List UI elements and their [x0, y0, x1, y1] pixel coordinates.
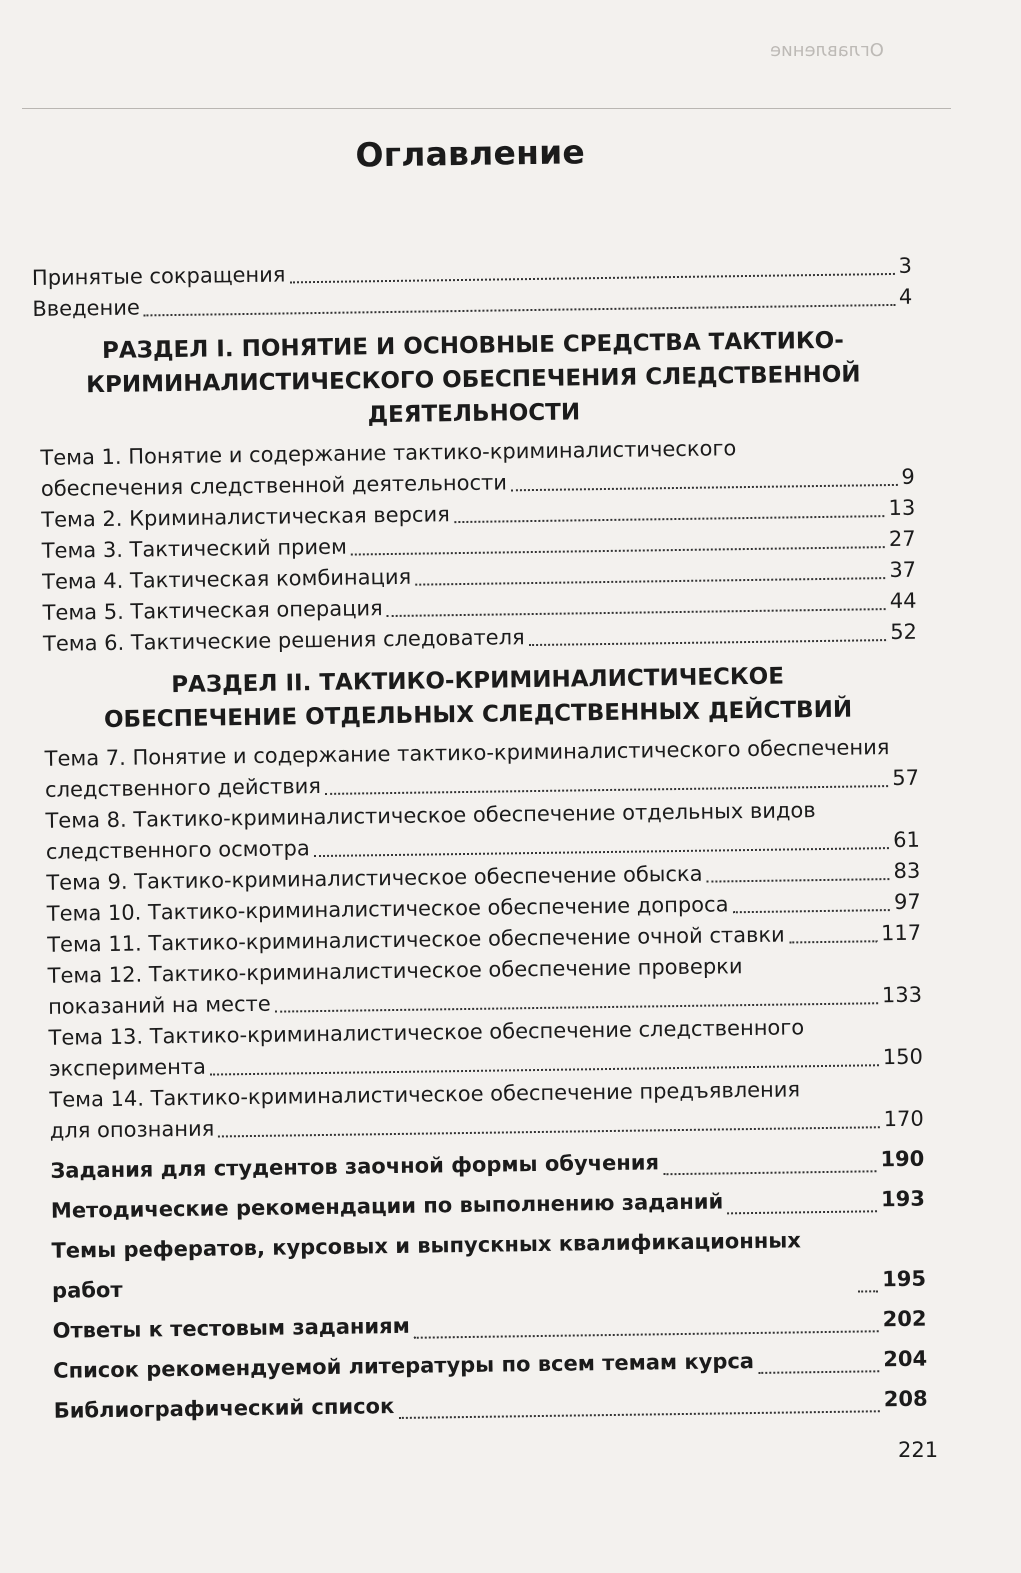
entry-label: Ответы к тестовым заданиям — [52, 1313, 410, 1343]
front-matter — [32, 251, 913, 325]
entry-page: 3 — [898, 253, 913, 278]
entry-label: Тема 6. Тактические решения следователя — [42, 625, 525, 656]
entry-page: 57 — [892, 765, 920, 791]
entry-page: 52 — [890, 619, 918, 645]
entry-label: Тема 3. Тактический прием — [41, 534, 347, 563]
section-heading: РАЗДЕЛ II. ТАКТИКО-КРИМИНАЛИСТИЧЕСКОЕ ОБЕСПЕЧЕНИЕ ОТДЕЛЬНЫХ СЛЕДСТВЕННЫХ ДЕЙСТВИЙ — [103, 663, 853, 734]
entry-page: 97 — [893, 889, 921, 915]
entry-label: Тема 10. Тактико-криминалистическое обеспечение допроса — [46, 892, 729, 926]
entry-label: Тема 11. Тактико-криминалистическое обеспечение очной ставки — [47, 922, 785, 957]
entry-label: Тема 14. Тактико-криминалистическое обеспечение предъявления — [49, 1077, 801, 1112]
leader-dots — [387, 608, 886, 617]
page-title: Оглавление — [355, 132, 586, 175]
entry-page: 208 — [883, 1386, 928, 1412]
entry-page: 133 — [881, 982, 923, 1008]
leader-dots — [314, 847, 889, 857]
toc-page — [30, 128, 928, 1431]
leader-dots — [290, 273, 895, 283]
leader-dots — [663, 1170, 876, 1175]
section1-topics — [40, 431, 917, 660]
entry-label: Введение — [32, 295, 140, 321]
entry-page: 37 — [889, 557, 917, 583]
back-matter — [50, 1139, 928, 1431]
leader-dots — [758, 1370, 879, 1374]
entry-page: 44 — [889, 588, 917, 614]
entry-label-cont: следственного действия — [44, 774, 322, 802]
toc-entry[interactable] — [51, 1219, 926, 1311]
entry-page: 204 — [883, 1346, 928, 1372]
entry-label: Тема 8. Тактико-криминалистическое обеспечение отдельных видов — [45, 798, 816, 833]
entry-page: 190 — [880, 1146, 925, 1172]
leader-dots — [707, 878, 890, 883]
entry-label: Тема 5. Тактическая операция — [42, 596, 383, 625]
leader-dots — [733, 909, 891, 913]
entry-label-cont: следственного осмотра — [45, 836, 310, 864]
leader-dots — [414, 1330, 879, 1338]
entry-label-cont: эксперимента — [48, 1054, 207, 1081]
entry-label: Методические рекомендации по выполнению заданий — [50, 1189, 724, 1223]
entry-page: 193 — [880, 1186, 926, 1212]
entry-page: 4 — [898, 284, 913, 309]
toc-entry[interactable] — [49, 1073, 924, 1147]
entry-label: Библиографический список — [53, 1394, 395, 1423]
entry-label: Тема 2. Криминалистическая версия — [41, 502, 450, 532]
running-head: Оглавление — [770, 40, 884, 61]
leader-dots — [398, 1410, 880, 1419]
entry-label: Список рекомендуемой литературы по всем темам курса — [53, 1349, 755, 1383]
entry-page: 61 — [892, 827, 921, 853]
entry-label: Темы рефератов, курсовых и выпускных квалификационных работ — [51, 1228, 801, 1303]
entry-label-cont: обеспечения следственной деятельности — [40, 470, 508, 501]
leader-dots — [351, 546, 885, 555]
entry-page: 195 — [881, 1266, 927, 1292]
entry-label: Тема 1. Понятие и содержание тактико-криминалистического — [40, 436, 737, 470]
entry-page: 27 — [888, 526, 916, 552]
leader-dots — [511, 484, 898, 491]
leader-dots — [325, 785, 888, 795]
entry-label: Тема 13. Тактико-криминалистическое обеспечение следственного — [48, 1015, 805, 1050]
leader-dots — [727, 1210, 877, 1214]
entry-page: 117 — [880, 920, 922, 946]
entry-page: 9 — [901, 464, 915, 489]
leader-dots — [454, 515, 885, 523]
entry-label: Тема 12. Тактико-криминалистическое обеспечение проверки — [47, 954, 743, 988]
entry-page: 170 — [883, 1106, 924, 1132]
leader-dots — [218, 1126, 879, 1137]
section-heading: РАЗДЕЛ I. ПОНЯТИЕ И ОСНОВНЫЕ СРЕДСТВА ТАКТИКО-КРИМИНАЛИСТИЧЕСКОГО ОБЕСПЕЧЕНИЯ СЛЕДСТВЕННОЙ ДЕЯТЕЛЬНОСТИ — [86, 327, 861, 429]
entry-page: 150 — [882, 1044, 924, 1070]
entry-label: Тема 4. Тактическая комбинация — [42, 564, 412, 594]
leader-dots — [529, 639, 887, 646]
entry-page: 202 — [882, 1306, 927, 1332]
leader-dots — [789, 940, 877, 943]
entry-label: Тема 7. Понятие и содержание тактико-криминалистического обеспечения — [44, 735, 890, 771]
page-number: 221 — [898, 1438, 939, 1462]
header-rule — [22, 108, 951, 109]
entry-label-cont: показаний на месте — [47, 991, 271, 1019]
entry-label: Принятые сокращения — [31, 262, 286, 290]
leader-dots — [144, 304, 895, 316]
leader-dots — [275, 1002, 878, 1012]
entry-page: 83 — [893, 858, 921, 884]
section2-topics — [44, 732, 924, 1147]
entry-label: Задания для студентов заочной формы обучения — [50, 1150, 660, 1183]
entry-label: Тема 9. Тактико-криминалистическое обеспечение обыска — [46, 861, 703, 895]
entry-page: 13 — [888, 495, 916, 521]
leader-dots — [858, 1290, 878, 1292]
leader-dots — [415, 577, 885, 586]
entry-label-cont: для опознания — [49, 1116, 215, 1143]
